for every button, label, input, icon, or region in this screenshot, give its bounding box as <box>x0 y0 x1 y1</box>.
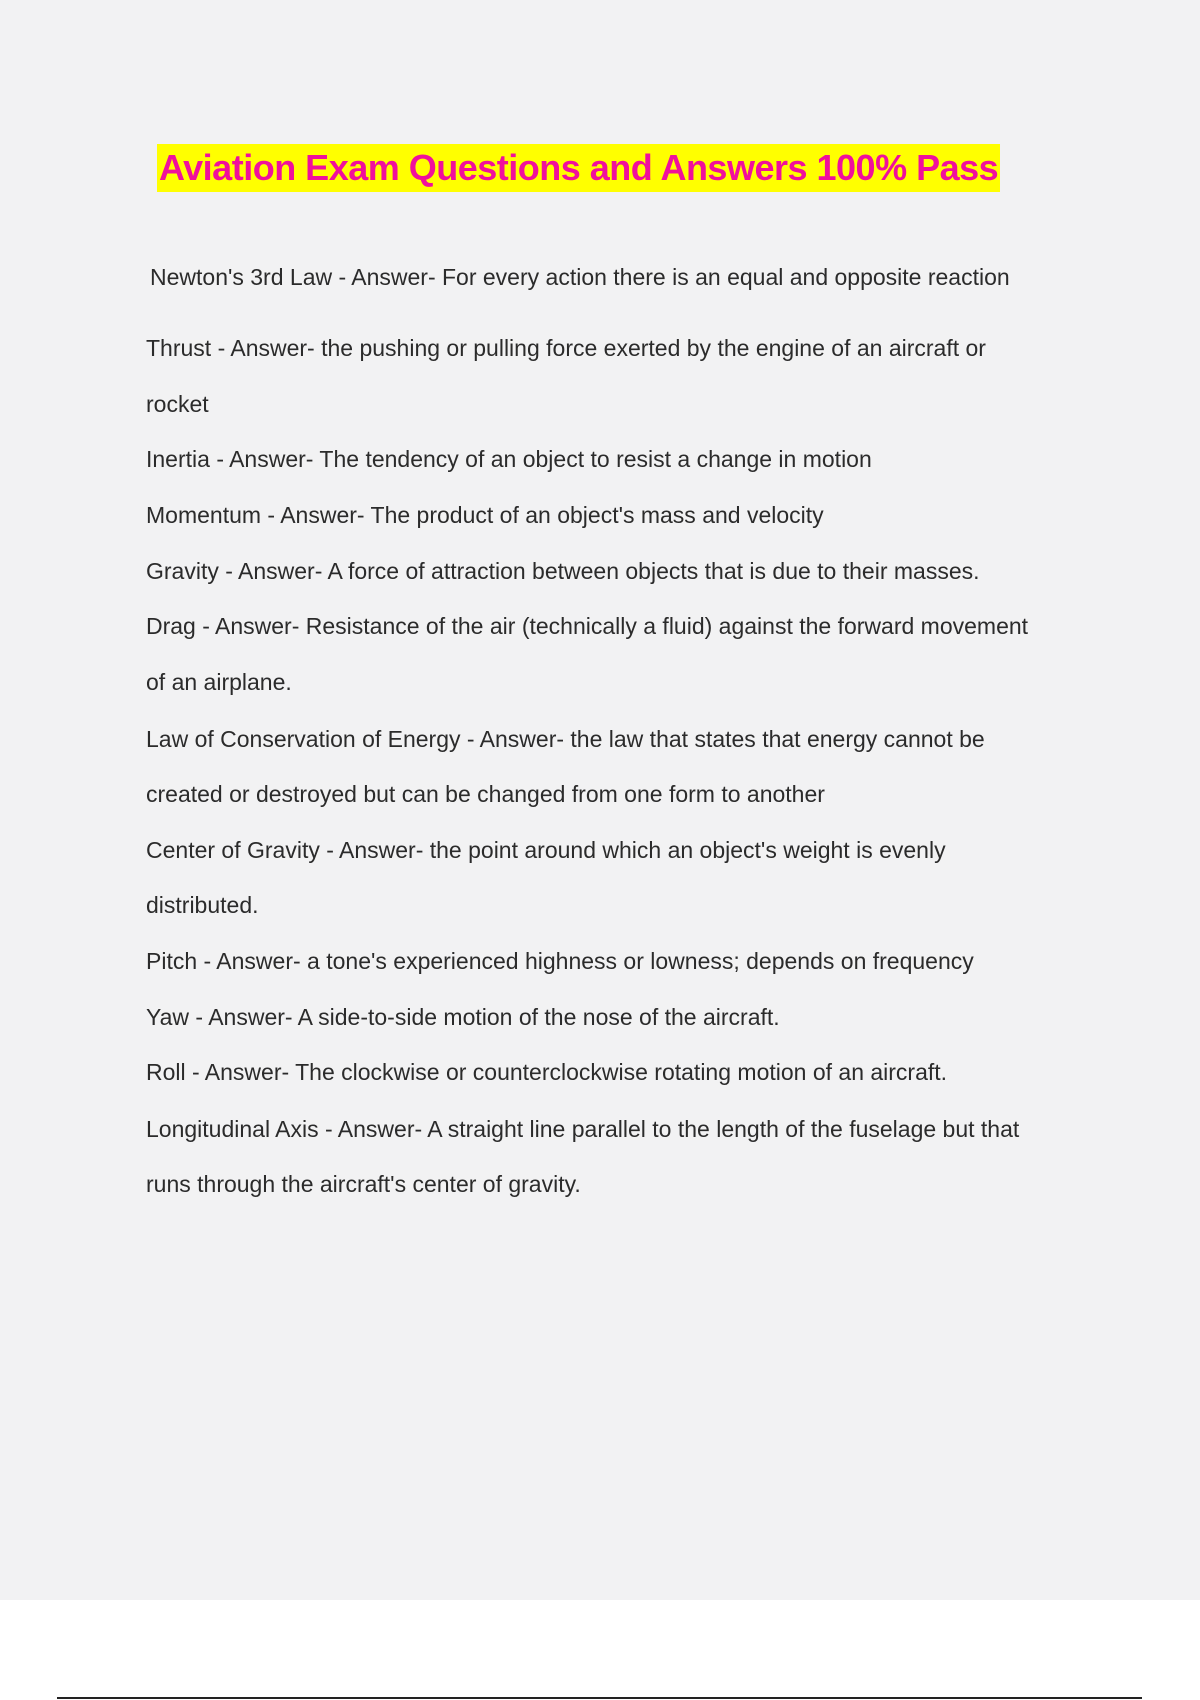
footer-divider <box>57 1697 1142 1699</box>
qa-line-longitudinal-axis: Longitudinal Axis - Answer- A straight line parallel to the length of the fuselage but that <box>146 1116 1020 1142</box>
qa-line-conservation-of-energy: Law of Conservation of Energy - Answer- the law that states that energy cannot be <box>146 726 985 752</box>
title-container <box>157 144 1000 192</box>
qa-line-center-of-gravity-continued: distributed. <box>146 892 259 918</box>
qa-line-center-of-gravity: Center of Gravity - Answer- the point around which an object's weight is evenly <box>146 837 946 863</box>
qa-line-roll: Roll - Answer- The clockwise or counterclockwise rotating motion of an aircraft. <box>146 1059 948 1085</box>
qa-line-yaw: Yaw - Answer- A side-to-side motion of the nose of the aircraft. <box>146 1004 780 1030</box>
qa-line-inertia: Inertia - Answer- The tendency of an object to resist a change in motion <box>146 446 872 472</box>
qa-line-thrust: Thrust - Answer- the pushing or pulling force exerted by the engine of an aircraft or <box>146 335 986 361</box>
qa-line-drag-continued: of an airplane. <box>146 669 292 695</box>
qa-line-drag: Drag - Answer- Resistance of the air (technically a fluid) against the forward movement <box>146 613 1029 639</box>
qa-line-newtons-third-law: Newton's 3rd Law - Answer- For every action there is an equal and opposite reaction <box>150 264 1010 290</box>
qa-line-thrust-continued: rocket <box>146 391 209 417</box>
qa-line-gravity: Gravity - Answer- A force of attraction between objects that is due to their masses. <box>146 558 980 584</box>
qa-line-pitch: Pitch - Answer- a tone's experienced highness or lowness; depends on frequency <box>146 948 974 974</box>
qa-line-conservation-of-energy-continued: created or destroyed but can be changed from one form to another <box>146 781 825 807</box>
qa-line-longitudinal-axis-continued: runs through the aircraft's center of gravity. <box>146 1171 581 1197</box>
qa-line-momentum: Momentum - Answer- The product of an object's mass and velocity <box>146 502 824 528</box>
document-title: Aviation Exam Questions and Answers 100% Pass <box>157 144 1000 192</box>
